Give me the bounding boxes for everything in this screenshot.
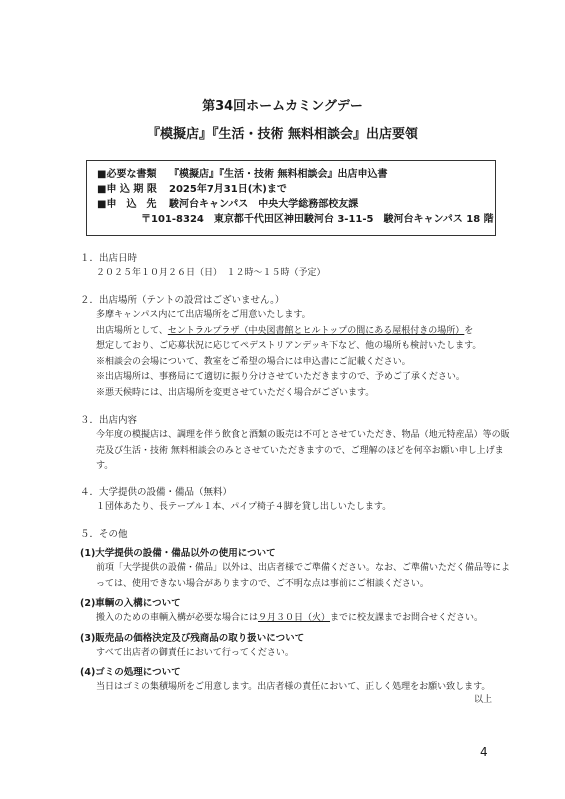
section-heading: １．出店日時 bbox=[80, 253, 138, 264]
page-title: 第34回ホームカミングデー bbox=[202, 99, 363, 114]
section-text: 搬入のための車輌入構が必要な場合には９月３０日（火）までに校友課までお問合せください。 bbox=[96, 613, 484, 623]
info-row-documents: ■必要な書類 『模擬店』『生活・技術 無料相談会』出店申込書 bbox=[97, 169, 388, 180]
location-underlined: セントラルプラザ（中央図書館とヒルトップの間にある屋根付きの場所） bbox=[167, 325, 465, 336]
info-row-destination: ■申 込 先 駿河台キャンパス 中央大学総務部校友課 bbox=[97, 199, 359, 210]
section-text: 想定しており、ご応募状況に応じてペデストリアンデッキ下など、他の場所も検討いたします。 bbox=[96, 341, 482, 351]
section-heading: ４．大学提供の設備・備品（無料） bbox=[80, 487, 233, 498]
application-info-box bbox=[86, 160, 496, 236]
section-heading: ５．その他 bbox=[80, 529, 128, 540]
deadline-underlined: ９月３０日（火） bbox=[258, 613, 331, 623]
section-date bbox=[80, 252, 510, 282]
section-equipment bbox=[80, 486, 510, 516]
page-subtitle: 『模擬店』『生活・技術 無料相談会』出店要領 bbox=[146, 127, 419, 142]
subsection-title: (1)大学提供の設備・備品以外の使用について bbox=[80, 548, 276, 559]
section-text: ※出店場所は、事務局にて適切に振り分けさせていただきますので、予めご了承ください。 bbox=[96, 372, 465, 382]
section-text: ２０２５年１０月２６日（日） １２時～１５時（予定） bbox=[96, 268, 326, 278]
page-number: 4 bbox=[480, 745, 488, 759]
section-other bbox=[80, 528, 510, 696]
section-text: ※相談会の会場について、教室をご希望の場合には申込書にご記載ください。 bbox=[96, 356, 411, 367]
section-heading: ３．出店内容 bbox=[80, 415, 138, 426]
section-text: ※悪天候時には、出店場所を変更させていただく場合がございます。 bbox=[96, 387, 375, 398]
info-row-deadline: ■申 込 期 限 2025年7月31日(木)まで bbox=[97, 184, 287, 195]
subsection-title: (2)車輌の入構について bbox=[80, 598, 181, 609]
section-heading: ２．出店場所（テントの設営はございません。） bbox=[80, 295, 285, 306]
section-text: １団体あたり、長テーブル１本、パイプ椅子４脚を貸し出しいたします。 bbox=[96, 502, 392, 512]
section-text: すべて出店者の御責任において行ってください。 bbox=[96, 647, 294, 658]
closing-mark: 以上 bbox=[474, 695, 493, 705]
section-location bbox=[80, 294, 510, 401]
section-contents bbox=[80, 414, 510, 475]
section-text: 今年度の模擬店は、調理を伴う飲食と酒類の販売は不可とさせていただき、物品（地元特産品）等の販売及び生活・技術 無料相談会のみとさせていただきますので、ご理解のほどを何卒お願い申し上げます。 bbox=[96, 430, 510, 471]
section-text: 出店場所として、セントラルプラザ（中央図書館とヒルトップの間にある屋根付きの場所）を bbox=[96, 325, 474, 336]
section-text: 前項「大学提供の設備・備品」以外は、出店者様でご準備ください。なお、ご準備いただく備品等によっては、使用できない場合がありますので、ご不明な点は事前にご相談ください。 bbox=[96, 563, 511, 589]
subsection-title: (3)販売品の価格決定及び残商品の取り扱いについて bbox=[80, 632, 305, 644]
section-text: 多摩キャンパス内にて出店場所をご用意いたします。 bbox=[96, 310, 311, 320]
subsection-title: (4)ゴミの処理について bbox=[80, 667, 181, 678]
section-text: 当日はゴミの集積場所をご用意します。出店者様の責任において、正しく処理をお願い致します。 bbox=[96, 682, 491, 692]
info-row-address: 〒101-8324 東京都千代田区神田駿河台 3-11-5 駿河台キャンパス 18 階 bbox=[141, 214, 494, 225]
